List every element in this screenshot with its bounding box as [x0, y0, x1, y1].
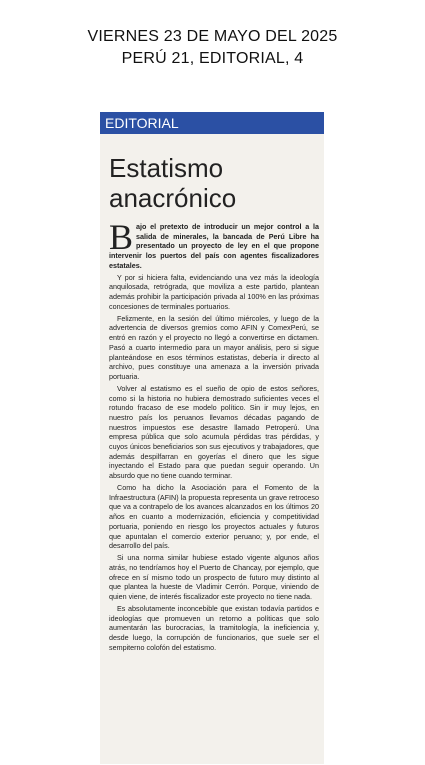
- paragraph-6: Si una norma similar hubiese estado vigente algunos años atrás, no tendríamos hoy el Puerto de Chancay, por ejemplo, que ofrece en sí mismo todo un prospecto de futuro muy distinto al que plantea la hueste de Vladimir Cerrón. Porque, viniendo de quien viene, de interés fiscalizador este proyecto no tiene nada.: [109, 553, 319, 601]
- title-line-2: anacrónico: [109, 183, 237, 213]
- newspaper-clipping: [100, 112, 324, 764]
- page-header: [0, 26, 425, 70]
- paragraph-3: Felizmente, en la sesión del último miércoles, y luego de la advertencia de diversos gremios como AFIN y ComexPerú, se entró en razón y el proyecto no llegó a convertirse en dictamen. Pasó a cuarto intermedio para un mayor análisis, pero si sigue planteándose en esos términos estatistas, debería ir directo al archivo, pues constituye una amenaza a la inversión privada portuaria.: [109, 313, 319, 381]
- publication-date: VIERNES 23 DE MAYO DEL 2025: [87, 28, 338, 45]
- article-title: [109, 153, 319, 213]
- paragraph-2: Y por si hiciera falta, evidenciando una vez más la ideología anquilosada, retrógrada, que moviliza a este partido, plantean además prohibir la participación privada al 100% en las próximas concesiones de terminales portuarios.: [109, 272, 319, 311]
- title-line-1: Estatismo: [109, 153, 224, 183]
- section-label: EDITORIAL: [105, 115, 179, 131]
- article-body: [109, 217, 319, 655]
- section-band: [100, 112, 324, 134]
- publication-source: PERÚ 21, EDITORIAL, 4: [121, 50, 304, 67]
- paragraph-5: Como ha dicho la Asociación para el Fomento de la Infraestructura (AFIN) la propuesta representa un grave retroceso que va a contrapelo de los avances alcanzados en los últimos 20 años en cuanto a modernización, eficiencia y competitividad portuaria, poniendo en riesgo los proyectos actuales y futuros que apuntalan el comercio exterior peruano; y, por ende, el desarrollo del país.: [109, 483, 319, 551]
- paragraph-7: Es absolutamente inconcebible que existan todavía partidos e ideologías que promueven un retorno a políticas que solo aumentarán las burocracias, la tramitología, la ineficiencia y, desde luego, la corrupción de funcionarios, que suele ser el sempiterno colofón del estatismo.: [109, 603, 319, 652]
- paragraph-4: Volver al estatismo es el sueño de opio de estos señores, como si la historia no hubiera demostrado suficientes veces el rotundo fracaso de ese modelo político. Sin ir muy lejos, en nuestro país los peruanos llevamos décadas pagando de nuestros impuestos ese desastre llamado Petroperú. Una empresa pública que solo acumula pérdidas tras pérdidas, y cuyos únicos beneficiarios son sus ejecutivos y trabajadores, que además despilfarran en goyerías el dinero que les sigue inyectando el Estado para que puedan seguir operando. Un absurdo que no tiene cuando terminar.: [109, 383, 319, 481]
- paragraph-1: Bajo el pretexto de introducir un mejor control a la salida de minerales, la bancada de Perú Libre ha presentado un proyecto de ley en el que propone intervenir los puertos del país con agentes fiscalizadores estatales.: [109, 217, 319, 270]
- drop-cap: B: [109, 217, 134, 257]
